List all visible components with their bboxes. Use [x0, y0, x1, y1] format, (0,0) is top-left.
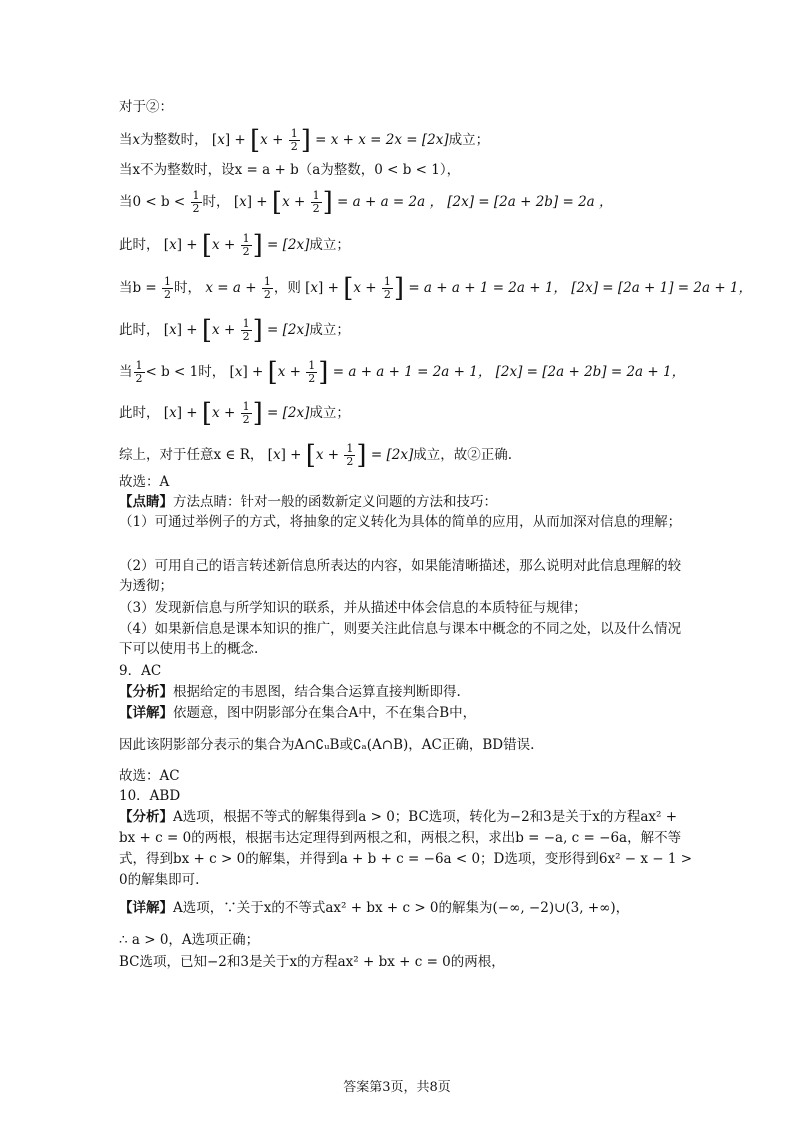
text: 成立，故②正确.: [413, 447, 513, 463]
text: 成立；: [448, 132, 490, 148]
math-expr: = a + a = 2a ，: [337, 194, 443, 210]
math-expr: x = a +: [205, 280, 257, 296]
paragraph: [119, 807, 694, 891]
text: < b < 1时，: [145, 364, 226, 380]
equation-line: 当b = $\frac{1}{2}$ 时， x = a + $\frac{1}{2}$ ，则 [x] + [x + $\frac{1}{2}$ ] = a + a + 1 = 2a + 1， [2x] = [2a + 1] = 2a + 1，: [119, 273, 753, 304]
paragraph: （1）可通过举例子的方式，将抽象的定义转化为具体的简单的应用，从而加深对信息的理解；: [119, 514, 682, 530]
equation-line: 此时， [x] + [x + $\frac{1}{2}$ ] = [2x]成立；: [119, 230, 350, 261]
text: 成立；: [309, 322, 350, 338]
section-tag: 【分析】: [119, 684, 173, 700]
text: 成立；: [309, 405, 350, 421]
paragraph: （2）可用自己的语言转述新信息所表达的内容，如果能清晰描述，那么说明对此信息理解的较为透彻；: [119, 558, 682, 594]
text-line: [119, 898, 694, 918]
text: 依题意，图中阴影部分在集合A中，不在集合B中，: [173, 705, 477, 721]
text-line: [119, 492, 694, 512]
text: 当b =: [119, 280, 157, 296]
math-expr: [2x] = [2a + 1] = 2a + 1，: [571, 280, 753, 296]
math-expr: = [2x]: [370, 447, 414, 463]
text: 此时，: [119, 322, 160, 338]
section-tag: 【点睛】: [119, 494, 173, 510]
section-tag: 【详解】: [119, 705, 173, 721]
fraction: $\frac{1}{2}$: [192, 189, 200, 215]
equation-line: 当 $\frac{1}{2}$ < b < 1时， [x] + [x + $\frac{1}{2}$ ] = a + a + 1 = 2a + 1， [2x] = [2a + 2b] = 2a + 1，: [119, 357, 686, 388]
text: A选项，∵关于x的不等式ax² + bx + c > 0的解集为(−∞, −2)∪(3, +∞)，: [173, 900, 630, 916]
text-line: 因此该阴影部分表示的集合为A∩∁ᵤB或∁ₐ(A∩B)，AC正确，BD错误.: [119, 737, 535, 753]
text: A选项，根据不等式的解集得到a > 0；BC选项，转化为−2和3是关于x的方程ax² + bx + c = 0的两根，根据韦达定理得到两根之和，两根之积，求出b = −a, c = −6a，解不等式，得到bx + c > 0的解集，并得到a + b + c = −6a < 0；D选项，变形得到6x² − x − 1 > 0的解集即可.: [119, 809, 693, 888]
math-var: x: [132, 132, 141, 148]
question-number: 10．ABD: [119, 788, 181, 804]
math-expr: [2x] = [2a + 2b] = 2a ，: [447, 194, 613, 210]
equation-line: 当0 < b < $\frac{1}{2}$ 时， [x] + [x + $\frac{1}{2}$ ] = a + a = 2a ， [2x] = [2a + 2b] = 2a ，: [119, 187, 613, 218]
text-line: 故选：AC: [119, 768, 180, 784]
text: 当0 < b <: [119, 194, 186, 210]
math-expr: = a + a + 1 = 2a + 1，: [332, 364, 492, 380]
paragraph: （4）如果新信息是课本知识的推广，则要关注此信息与课本中概念的不同之处，以及什么情况下可以使用书上的概念.: [119, 621, 682, 657]
text-line: ∴ a > 0，A选项正确；: [119, 932, 260, 948]
math-expr: [2x] = [2a + 2b] = 2a + 1，: [495, 364, 686, 380]
text: 当: [119, 364, 133, 380]
text-line: 当x不为整数时，设x = a + b（a为整数，0 < b < 1），: [119, 162, 461, 178]
text-line: [119, 682, 694, 702]
text: 根据给定的韦恩图，结合集合运算直接判断即得.: [173, 684, 461, 700]
text: 时，: [174, 280, 202, 296]
text-line: BC选项，已知−2和3是关于x的方程ax² + bx + c = 0的两根，: [119, 954, 505, 970]
text: 成立；: [309, 237, 350, 253]
question-number: 9．AC: [119, 663, 162, 679]
text-line: 对于②：: [119, 99, 173, 115]
equation-line: 当x为整数时， [x] + [x + $\frac{1}{2}$ ] = x + x = 2x = [2x]成立；: [119, 125, 490, 156]
text-line: [119, 703, 694, 723]
fraction: $\frac{1}{2}$: [290, 127, 298, 153]
equation-line: 综上，对于任意x ∈ R， [x] + [x + $\frac{1}{2}$ ] = [2x]成立，故②正确.: [119, 440, 513, 471]
text: 综上，对于任意x ∈ R，: [119, 447, 264, 463]
equation-line: 此时， [x] + [x + $\frac{1}{2}$ ] = [2x]成立；: [119, 315, 350, 346]
section-tag: 【详解】: [119, 900, 173, 916]
section-tag: 【分析】: [119, 809, 173, 825]
text: 当: [119, 132, 133, 148]
text: 时，: [202, 194, 230, 210]
page-footer: 答案第3页，共8页: [343, 1080, 451, 1095]
text: 此时，: [119, 237, 160, 253]
paragraph: （3）发现新信息与所学知识的联系，并从描述中体会信息的本质特征与规律；: [119, 600, 587, 616]
text: 为整数时，: [140, 132, 208, 148]
math-expr: = [2x]: [267, 237, 310, 253]
equation-line: 此时， [x] + [x + $\frac{1}{2}$ ] = [2x]成立；: [119, 398, 350, 429]
math-expr: = [2x]: [267, 405, 310, 421]
math-expr: = a + a + 1 = 2a + 1，: [408, 280, 567, 296]
math-expr: = x + x = 2x = [2x]: [315, 132, 449, 148]
math-expr: = [2x]: [267, 322, 310, 338]
text: 此时，: [119, 405, 160, 421]
text: 方法点睛：针对一般的函数新定义问题的方法和技巧：: [173, 494, 497, 510]
text-line: 故选：A: [119, 474, 170, 490]
